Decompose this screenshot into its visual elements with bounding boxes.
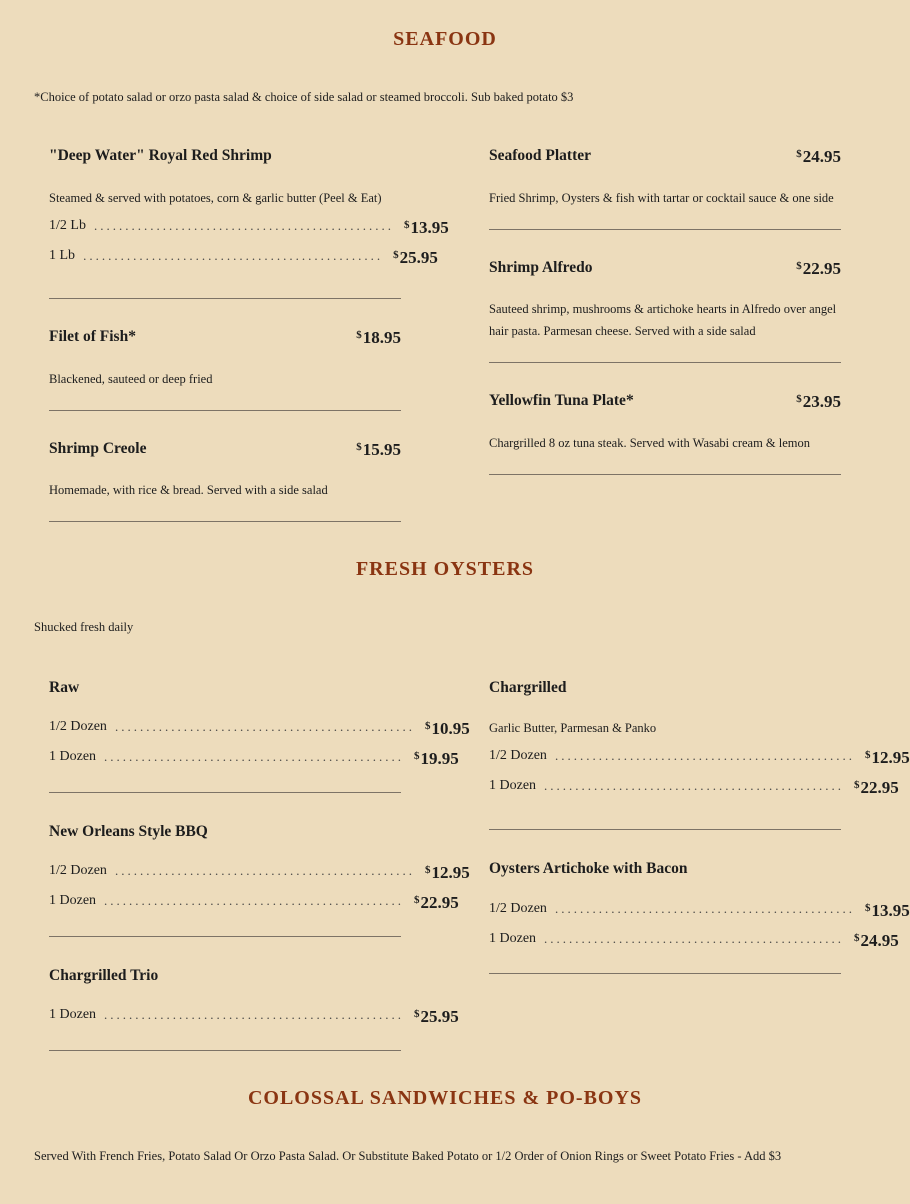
option-price: $19.95 (414, 749, 459, 768)
option-label: 1/2 Dozen (49, 863, 107, 878)
dot-leader: ................................................ (104, 1007, 405, 1022)
item-name: Seafood Platter (489, 147, 592, 164)
menu-item-new-orleans-bbq (49, 823, 470, 923)
dot-leader: ................................................ (114, 719, 415, 734)
divider (49, 792, 401, 793)
item-name: Yellowfin Tuna Plate* (489, 392, 634, 409)
option-label: 1/2 Dozen (49, 719, 107, 734)
price-option (489, 778, 899, 808)
divider (49, 936, 401, 937)
divider (489, 474, 841, 475)
option-price: $25.95 (393, 248, 438, 267)
section-title-seafood: SEAFOOD (393, 28, 497, 50)
price-option (489, 748, 910, 778)
divider (489, 973, 841, 974)
item-description: Garlic Butter, Parmesan & Panko (489, 721, 657, 735)
price-option (49, 749, 459, 779)
menu-item-raw-oysters (49, 679, 470, 779)
item-description: Sauteed shrimp, mushrooms & artichoke hearts in Alfredo over angel hair pasta. Parmesan cheese. Served with a side salad (489, 302, 837, 338)
menu-item-filet-of-fish (49, 328, 401, 390)
item-name: Raw (49, 679, 80, 696)
option-price: $13.95 (403, 218, 449, 237)
option-price: $24.95 (854, 931, 899, 950)
section-note-oysters: Shucked fresh daily (34, 620, 134, 634)
item-price: $18.95 (356, 328, 401, 347)
price-option (489, 931, 899, 961)
item-name: New Orleans Style BBQ (49, 823, 208, 840)
item-description: Fried Shrimp, Oysters & fish with tartar or cocktail sauce & one side (489, 191, 834, 205)
item-description: Homemade, with rice & bread. Served with a side salad (49, 483, 328, 497)
option-price: $22.95 (414, 893, 459, 912)
menu-item-chargrilled (489, 679, 910, 808)
price-option (49, 719, 470, 749)
option-label: 1/2 Dozen (489, 901, 547, 916)
dot-leader: ................................................ (83, 248, 384, 263)
option-price: $13.95 (864, 901, 910, 920)
menu-item-shrimp-creole (49, 440, 401, 501)
item-name: Chargrilled Trio (49, 967, 159, 984)
section-title-sandwiches: COLOSSAL SANDWICHES & PO-BOYS (247, 1087, 643, 1109)
dot-leader: ................................................ (104, 749, 405, 764)
dot-leader: ................................................ (544, 931, 845, 946)
divider (49, 410, 401, 411)
option-label: 1 Dozen (489, 778, 537, 793)
price-option (49, 863, 470, 893)
option-price: $12.95 (424, 863, 470, 882)
item-price: $24.95 (796, 147, 841, 166)
divider (49, 298, 401, 299)
item-name: Shrimp Creole (49, 440, 147, 457)
price-option (49, 1007, 459, 1037)
section-note-sandwiches: Served With French Fries, Potato Salad Or Orzo Pasta Salad. Or Substitute Baked Potato or 1/2 Order of Onion Rings or Sweet Potato Fries - Add $3 (34, 1149, 782, 1163)
menu-item-seafood-platter (489, 147, 841, 209)
option-price: $10.95 (424, 719, 470, 738)
divider (489, 362, 841, 363)
dot-leader: ................................................ (554, 901, 855, 916)
dot-leader: ................................................ (554, 748, 855, 763)
option-price: $25.95 (414, 1007, 459, 1026)
dot-leader: ................................................ (93, 218, 394, 233)
item-name: "Deep Water" Royal Red Shrimp (49, 147, 272, 164)
divider (489, 229, 841, 230)
menu-item-oysters-artichoke-bacon (489, 860, 910, 961)
menu-item-shrimp-alfredo (489, 259, 841, 342)
item-description: Chargrilled 8 oz tuna steak. Served with Wasabi cream & lemon (489, 436, 811, 450)
dot-leader: ................................................ (104, 893, 405, 908)
dot-leader: ................................................ (544, 778, 845, 793)
option-price: $22.95 (854, 778, 899, 797)
dot-leader: ................................................ (114, 863, 415, 878)
item-price: $23.95 (796, 392, 841, 411)
menu-item-chargrilled-trio (49, 967, 459, 1037)
divider (49, 1050, 401, 1051)
section-title-oysters: FRESH OYSTERS (355, 558, 535, 580)
option-label: 1/2 Dozen (489, 748, 547, 763)
item-price: $15.95 (356, 440, 401, 459)
option-label: 1 Lb (49, 248, 76, 263)
option-label: 1 Dozen (489, 931, 537, 946)
option-label: 1 Dozen (49, 749, 97, 764)
divider (49, 521, 401, 522)
menu-item-yellowfin-tuna-plate (489, 392, 841, 454)
option-label: 1 Dozen (49, 1007, 97, 1022)
item-name: Oysters Artichoke with Bacon (489, 860, 688, 877)
price-option (49, 218, 449, 248)
price-option (49, 893, 459, 923)
item-price: $22.95 (796, 259, 841, 278)
option-label: 1/2 Lb (49, 218, 86, 233)
option-price: $12.95 (864, 748, 910, 767)
price-option (49, 248, 438, 278)
menu-item-royal-red-shrimp (49, 147, 449, 278)
item-description: Blackened, sauteed or deep fried (49, 372, 213, 386)
item-name: Filet of Fish* (49, 328, 136, 345)
divider (489, 829, 841, 830)
price-option (489, 901, 910, 931)
item-name: Shrimp Alfredo (489, 259, 593, 276)
item-description: Steamed & served with potatoes, corn & garlic butter (Peel & Eat) (49, 191, 382, 205)
option-label: 1 Dozen (49, 893, 97, 908)
item-name: Chargrilled (489, 679, 567, 696)
section-note-seafood: *Choice of potato salad or orzo pasta salad & choice of side salad or steamed broccoli. Sub baked potato $3 (34, 90, 574, 104)
